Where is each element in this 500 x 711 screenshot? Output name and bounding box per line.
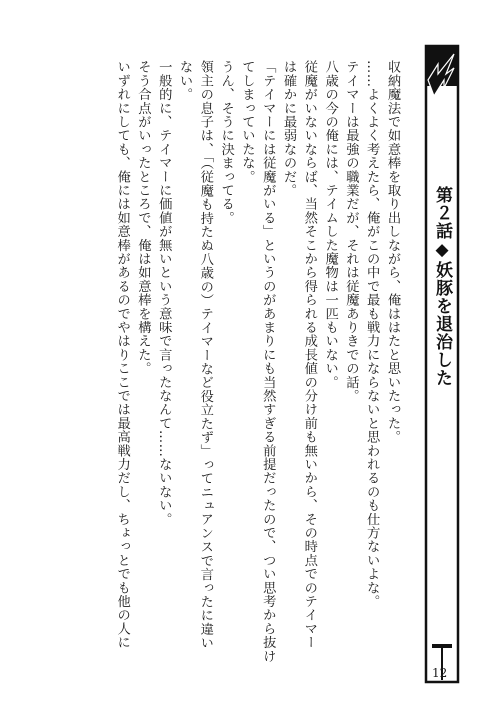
text-line: 領主の息子は、「（従魔も持たぬ八歳の）テイマーなど役立たず」ってニュアンスで言ったに違い — [197, 60, 213, 650]
page-number: 12 — [432, 666, 448, 680]
text-line: そう合点がいったところで、俺は如意棒を構えた。 — [135, 60, 151, 376]
chapter-title — [428, 186, 456, 386]
chapter-header — [424, 44, 460, 684]
text-line: ない。 — [177, 60, 193, 102]
text-line: うん、そうに決まってる。 — [218, 60, 234, 225]
text-line: 一般的に、テイマーに価値が無いという意味で言ったなんて……ないない。 — [156, 60, 172, 526]
chapter-separator: ◆ — [432, 240, 452, 261]
text-line: 八歳の今の俺には、テイムした魔物は一匹もいない。 — [322, 60, 338, 389]
body-text — [111, 60, 402, 663]
text-line: 収納魔法で如意棒を取り出しながら、俺ははたと思いたった。 — [385, 60, 400, 444]
text-line: てしまっていたな。 — [239, 60, 255, 184]
text-line: 「テイマーには従魔がいる」というのがあまりにも当然すぎる前提だったので、つい思考から抜け — [260, 60, 276, 663]
text-line: 従魔がいないならば、当然そこから得られる成長値の分け前も無いから、その時点でのテイマー — [301, 60, 317, 650]
chapter-number: 第２話 — [432, 186, 452, 240]
text-line: いずれにしても、俺には如意棒があるのでやはりここでは最高戦力だし、ちょっとでも他の人に — [114, 60, 130, 650]
text-line: ……よくよく考えたら、俺がこの中で最も戦力にならないと思われるのも仕方ないよな。 — [364, 60, 380, 608]
text-line: テイマーは最強の職業だが、それは従魔ありきでの話。 — [343, 60, 359, 403]
chapter-name: 妖豚を退治した — [432, 261, 452, 387]
text-line: は確かに最弱なのだ。 — [281, 60, 297, 197]
